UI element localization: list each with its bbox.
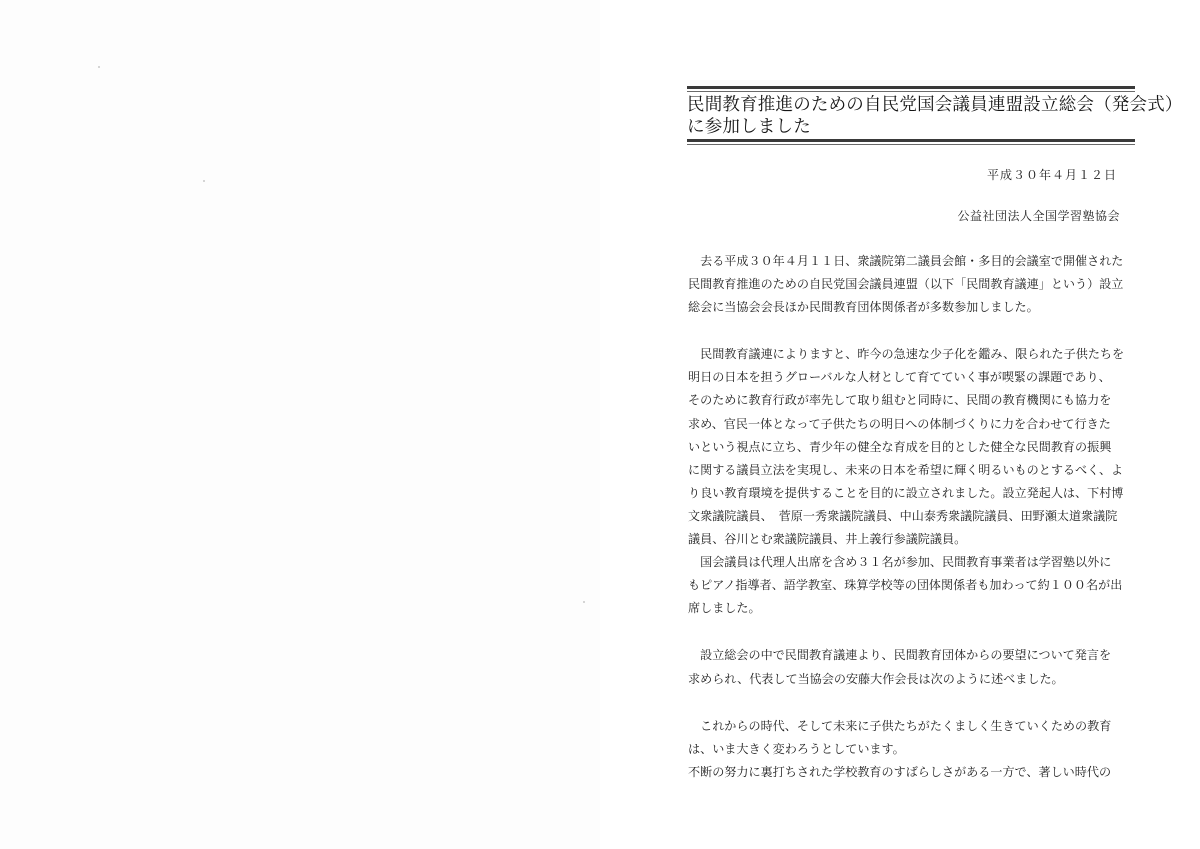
organization-name: 公益社団法人全国学習塾協会 [957,209,1120,223]
paragraph-gap [688,620,1124,644]
body-line: 席しました。 [688,601,761,616]
body-line: 民間教育推進のための自民党国会議員連盟（以下「民間教育議連」という）設立 [688,277,1124,292]
body-line: 議員、谷川とむ衆議院議員、井上義行参議院議員。 [688,532,967,547]
scan-speck [98,66,100,68]
body-line: 国会議員は代理人出席を含め３１名が参加、民間教育事業者は学習塾以外に [688,555,1112,570]
body-line: 不断の努力に裏打ちされた学校教育のすばらしさがある一方で、著しい時代の [688,764,1112,779]
scan-speck [583,601,585,603]
document-date: 平成３０年４月１２日 [986,168,1117,182]
paragraph-gap [688,319,1124,343]
body-line: 求められ、代表して当協会の安藤大作会長は次のように述べました。 [688,671,1064,686]
body-line: 求め、官民一体となって子供たちの明日への体制づくりに力を合わせて行きた [688,416,1111,431]
body-line: そのために教育行政が率先して取り組むと同時に、民間の教育機関にも協力を [688,393,1112,408]
body-line: は、いま大きく変わろうとしています。 [688,741,905,756]
title-line-1: 民間教育推進のための自民党国会議員連盟設立総会（発会式） [687,95,1183,115]
body-line: これからの時代、そして未来に子供たちがたくましく生きていくための教育 [688,718,1112,733]
title-block [687,86,1183,145]
body-line: もピアノ指導者、語学教室、珠算学校等の団体関係者も加わって約１００名が出 [688,578,1123,593]
paragraph-gap [688,691,1124,715]
title-top-rule [687,86,1135,92]
scan-speck [203,180,205,182]
body-text [688,250,1124,784]
body-line: 総会に当協会会長ほか民間教育団体関係者が多数参加しました。 [688,300,1039,315]
body-line: 去る平成３０年４月１１日、衆議院第二議員会館・多目的会議室で開催された [688,254,1124,268]
title-line-2: に参加しました [687,117,811,137]
body-line: 民間教育議連によりますと、昨今の急速な少子化を鑑み、限られた子供たちを [688,347,1124,362]
body-line: に関する議員立法を実現し、未来の日本を希望に輝く明るいものとするべく、よ [688,462,1124,477]
body-line: 文衆議院議員、 菅原一秀衆議院議員、中山泰秀衆議院議員、田野瀬太道衆議院 [688,508,1118,523]
body-line: り良い教育環境を提供することを目的に設立されました。設立発起人は、下村博 [688,485,1124,500]
body-line: 明日の日本を担うグローバルな人材として育てていく事が喫緊の課題であり、 [688,370,1111,385]
body-line: 設立総会の中で民間教育議連より、民間教育団体からの要望について発言を [688,648,1112,663]
body-line: いという視点に立ち、青少年の健全な育成を目的とした健全な民間教育の振興 [688,439,1112,454]
title-bottom-rule [687,139,1135,145]
